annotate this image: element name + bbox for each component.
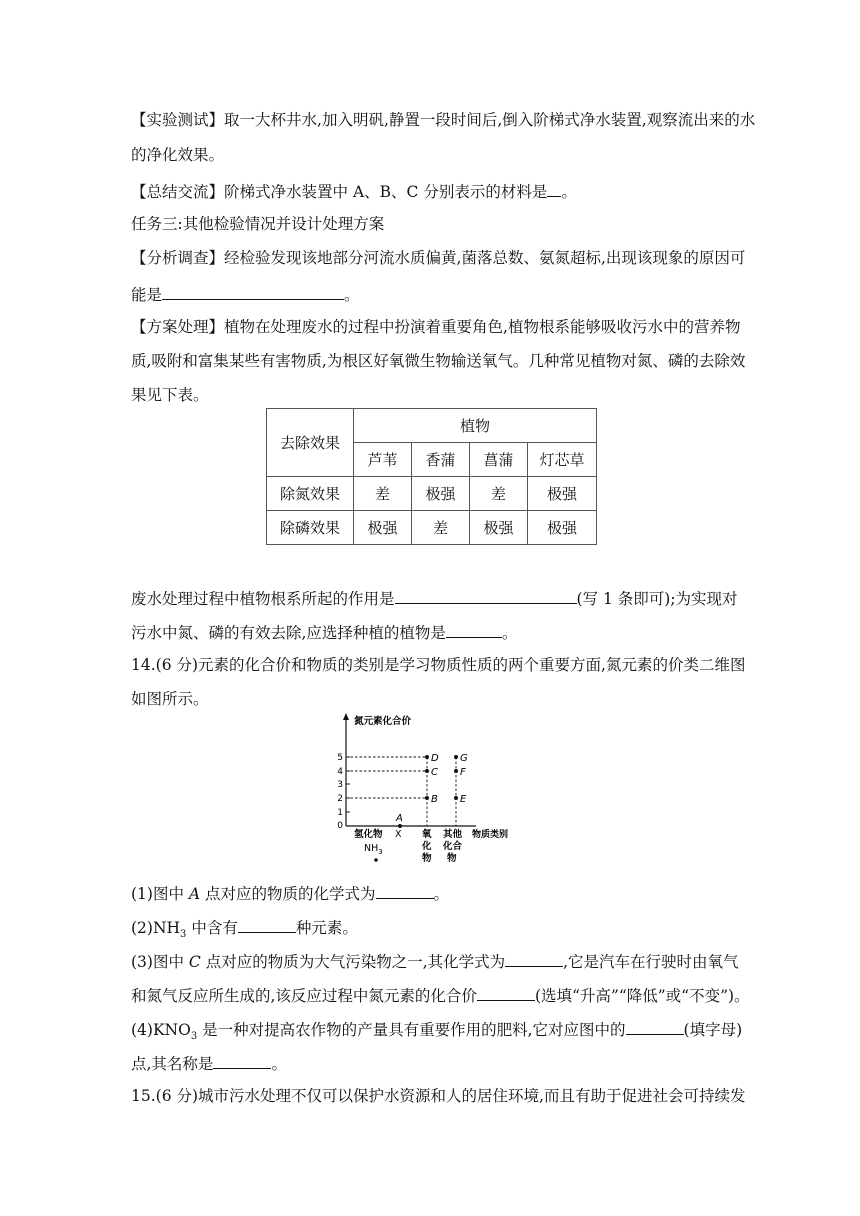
plan-line2: 质,吸附和富集某些有害物质,为根区好氧微生物输送氧气。几种常见植物对氮、磷的去除效 [131, 352, 746, 370]
plan-paragraph [131, 317, 741, 337]
q14-sub3-line2 [131, 984, 750, 1006]
plant-choice-line [131, 621, 731, 643]
sub1-point-label: A [188, 885, 201, 903]
q14-stem-line2: 如图所示。 [131, 690, 209, 708]
point-d-label: D [431, 753, 439, 764]
answer-blank-element-count[interactable] [238, 916, 296, 933]
y-axis-arrow [343, 713, 349, 720]
sub4-prefix: (4)KNO [131, 1021, 191, 1039]
table-cell: 极强 [528, 477, 597, 511]
plant-choice-text: 污水中氮、磷的有效去除,应选择种植的植物是 [131, 624, 446, 642]
sub3-text-3: 和氮气反应所生成的,该反应过程中氮元素的化合价 [131, 987, 477, 1005]
point-a [398, 824, 402, 828]
sub2-subscript: 3 [180, 929, 187, 940]
tag-experiment-test: 【实验测试】 [131, 111, 225, 129]
point-c [425, 769, 429, 773]
point-c-label: C [431, 767, 438, 778]
summary-paragraph [131, 180, 731, 202]
valence-diagram-svg [336, 712, 536, 872]
q14-sub1 [131, 882, 731, 904]
table-plant-header: 芦苇 [354, 443, 412, 477]
q14-sub2 [131, 916, 731, 941]
y-tick-label: 0 [337, 821, 343, 831]
table-group-header: 植物 [354, 409, 597, 443]
sub3-options: (选填“升高”“降低”或“不变”)。 [534, 987, 750, 1005]
y-tick-label: 5 [337, 753, 343, 763]
analysis-period: 。 [344, 286, 360, 304]
category-oxide-2: 化 [422, 841, 432, 852]
table-row [267, 477, 597, 511]
category-other-3: 物 [447, 853, 457, 864]
y-tick-label: 1 [337, 808, 343, 818]
table-cell: 极强 [354, 511, 412, 545]
point-b-label: B [431, 794, 438, 805]
table-cell: 极强 [528, 511, 597, 545]
experiment-test-text: 取一大杯井水,加入明矾,静置一段时间后,倒入阶梯式净水装置,观察流出来的水 [224, 111, 756, 129]
point-g [454, 755, 458, 759]
sub1-period: 。 [433, 885, 450, 903]
category-x: X [395, 829, 402, 840]
experiment-test-paragraph [131, 110, 756, 130]
tag-summary: 【总结交流】 [131, 183, 225, 201]
analysis-text-end: 能是 [131, 286, 163, 304]
answer-blank-name[interactable] [213, 1052, 271, 1069]
q14-sub3 [131, 950, 739, 972]
sub4-text: 是一种对提高农作物的产量具有重要作用的肥料,它对应图中的 [197, 1021, 626, 1039]
table-row [267, 511, 597, 545]
answer-blank-c-formula[interactable] [505, 950, 563, 967]
category-oxide-1: 氧 [422, 829, 432, 840]
table-row-label: 除氮效果 [267, 477, 354, 511]
plan-text-1: 植物在处理废水的过程中扮演着重要角色,植物根系能够吸收污水中的营养物 [224, 318, 741, 336]
experiment-test-text-end: 的净化效果。 [131, 146, 225, 164]
point-e-label: E [460, 794, 467, 805]
category-hydride: 氢化物 [354, 829, 383, 840]
sub1-prefix: (1)图中 [131, 885, 189, 903]
y-ticks [337, 753, 350, 831]
sub4-subscript: 3 [190, 1031, 198, 1042]
sub3-point-label: C [188, 953, 201, 971]
root-function-note: (写 1 条即可);为实现对 [576, 590, 738, 608]
plan-line3: 果见下表。 [131, 386, 209, 404]
answer-blank-a-formula[interactable] [376, 882, 434, 899]
point-g-label: G [460, 753, 468, 764]
y-tick-label: 4 [337, 767, 343, 777]
point-b [425, 796, 429, 800]
root-function-paragraph [131, 587, 738, 609]
sub3-prefix: (3)图中 [131, 953, 189, 971]
answer-blank-cause[interactable] [162, 283, 344, 300]
sub3-text: 点对应的物质为大气污染物之一,其化学式为 [200, 953, 506, 971]
q14-sub4 [131, 1018, 743, 1043]
sub2-end: 种元素。 [295, 919, 358, 937]
answer-blank-materials[interactable] [547, 180, 561, 197]
table-plant-header: 香蒲 [412, 443, 470, 477]
table-plant-header: 菖蒲 [470, 443, 528, 477]
nitrogen-valence-diagram [336, 712, 536, 872]
point-d [425, 755, 429, 759]
summary-text: 阶梯式净水装置中 A、B、C 分别表示的材料是 [224, 183, 548, 201]
category-labels [354, 828, 463, 864]
table-plant-header: 灯芯草 [528, 443, 597, 477]
sub2-prefix: (2)NH [131, 919, 181, 937]
answer-blank-root-function[interactable] [395, 587, 577, 604]
point-f [454, 769, 458, 773]
answer-blank-point-letter[interactable] [626, 1018, 684, 1035]
answer-blank-plants[interactable] [446, 621, 502, 638]
tag-plan: 【方案处理】 [131, 318, 225, 336]
q14-stem: 14.(6 分)元素的化合价和物质的类别是学习物质性质的两个重要方面,氮元素的价类二维图 [131, 656, 746, 674]
summary-end: 。 [561, 183, 577, 201]
category-oxide-3: 物 [422, 853, 432, 864]
category-hydride-formula: $NH_3$ [364, 843, 383, 856]
tag-analysis: 【分析调查】 [131, 249, 225, 267]
analysis-paragraph [131, 248, 746, 268]
q15-stem: 15.(6 分)城市污水处理不仅可以保护水资源和人的居住环境,而且有助于促进社会可持续发 [131, 1087, 746, 1105]
plant-choice-period: 。 [501, 624, 518, 642]
analysis-line2 [131, 283, 731, 305]
table-corner-cell: 去除效果 [267, 409, 354, 477]
hydride-point [374, 858, 378, 862]
y-tick-label: 2 [337, 794, 343, 804]
y-tick-label: 3 [337, 780, 343, 790]
root-function-text: 废水处理过程中植物根系所起的作用是 [131, 590, 395, 608]
task3-heading: 任务三:其他检验情况并设计处理方案 [131, 215, 385, 233]
table-cell: 差 [354, 477, 412, 511]
x-axis-title: 物质类别 [472, 830, 509, 840]
points [395, 753, 468, 828]
y-axis-title: 氮元素化合价 [354, 716, 412, 727]
category-other-1: 其他 [443, 829, 463, 840]
experiment-test-line2 [131, 145, 731, 165]
sub3-text-2: ,它是汽车在行驶时由氧气 [563, 953, 739, 971]
q14-sub4-line2 [131, 1052, 731, 1074]
analysis-text: 经检验发现该地部分河流水质偏黄,菌落总数、氨氮超标,出现该现象的原因可 [224, 249, 746, 267]
sub1-text: 点对应的物质的化学式为 [200, 885, 376, 903]
plant-removal-table [266, 408, 597, 545]
table-cell: 极强 [412, 477, 470, 511]
sub4-period: 。 [271, 1055, 287, 1073]
point-f-label: F [460, 767, 466, 778]
table-header-row [267, 409, 597, 443]
point-a-label: A [396, 813, 403, 824]
sub4-text-2: 点,其名称是 [131, 1055, 214, 1073]
table-cell: 极强 [470, 511, 528, 545]
sub4-hint: (填字母) [683, 1021, 743, 1039]
table-cell: 差 [412, 511, 470, 545]
table-cell: 差 [470, 477, 528, 511]
answer-blank-valence-change[interactable] [477, 984, 535, 1001]
point-e [454, 796, 458, 800]
table-row-label: 除磷效果 [267, 511, 354, 545]
category-other-2: 化合 [443, 841, 463, 852]
sub2-text: 中含有 [186, 919, 238, 937]
